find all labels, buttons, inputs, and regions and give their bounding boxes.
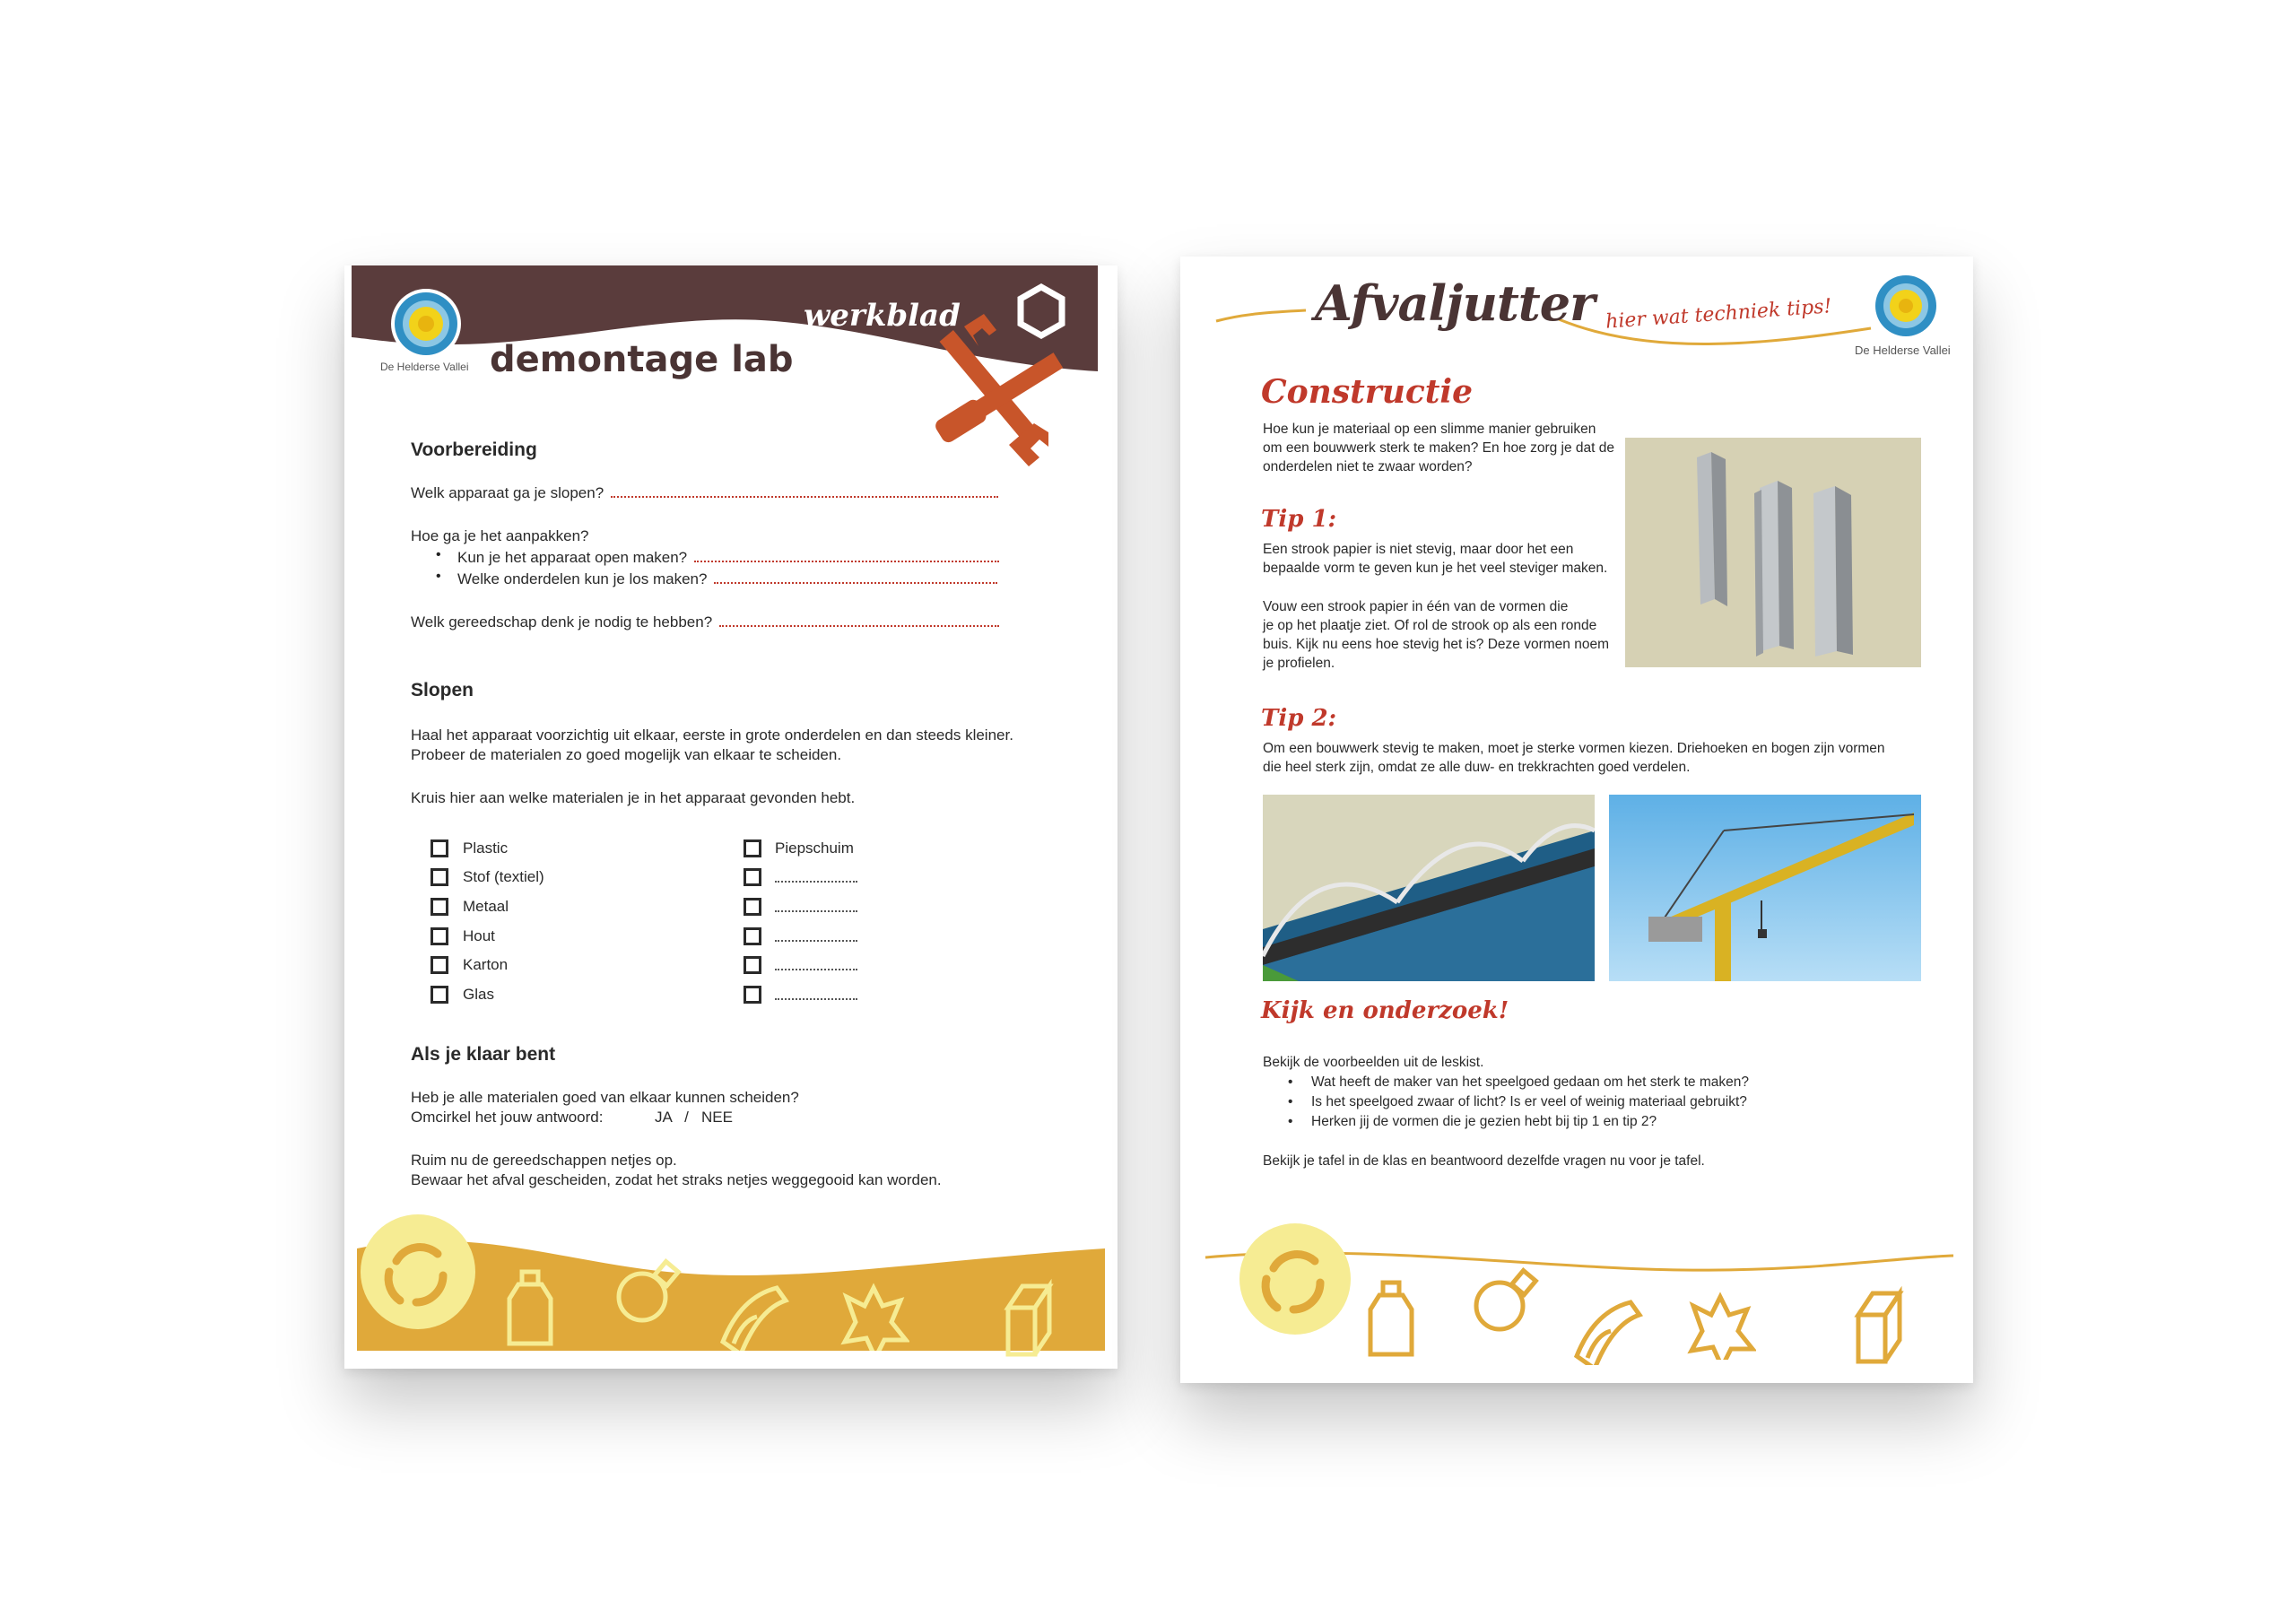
heading-slopen: Slopen (411, 680, 474, 700)
logo-caption: De Helderse Vallei (380, 361, 469, 373)
fill-in-line[interactable] (775, 989, 857, 1000)
brand-title: Afvaljutter (1315, 274, 1595, 332)
fill-in-line[interactable] (775, 960, 857, 970)
badge-label: werkblad (804, 298, 961, 334)
lightbulb-icon (606, 1252, 687, 1333)
bottle-icon (504, 1268, 567, 1349)
section-heading-constructie: Constructie (1261, 373, 1474, 411)
klaar-question: Heb je alle materialen goed van elkaar kunnen scheiden? (411, 1089, 799, 1106)
intro-line-2: om een bouwwerk sterk te maken? En hoe zorg je dat de (1263, 440, 1615, 456)
tagline: hier wat techniek tips! (1605, 295, 1833, 334)
bottle-icon (1365, 1279, 1428, 1360)
answer-ja-nee[interactable]: JA / NEE (655, 1109, 733, 1126)
checkbox-label: Piepschuim (775, 839, 854, 857)
lightbulb-icon (1464, 1261, 1544, 1342)
bullet-open-maken (457, 549, 999, 567)
bullet-open-maken-text: Kun je het apparaat open maken? (457, 549, 688, 566)
crumpled-paper-icon (838, 1279, 909, 1351)
answer-line[interactable] (694, 550, 999, 562)
tip2-line-2: die heel sterk zijn, omdat ze alle duw- en trekkrachten goed verdelen. (1263, 760, 1691, 775)
worksheet-page (344, 265, 1118, 1369)
kijk-bullet-1: Wat heeft de maker van het speelgoed gedaan om het sterk te maken? (1311, 1074, 1749, 1090)
slopen-instruction-2: Probeer de materialen zo goed mogelijk van elkaar te scheiden. (411, 746, 842, 763)
checkbox-label: Hout (463, 927, 495, 944)
klaar-circle-instruction: Omcirkel het jouw antwoord: (411, 1109, 604, 1126)
tip1-line-5: buis. Kijk nu eens hoe stevig het is? Deze vormen noem (1263, 637, 1609, 652)
checkbox-other-4[interactable] (744, 956, 761, 974)
checkbox-glas[interactable] (430, 986, 448, 1004)
tip1-line-2: bepaalde vorm te geven kun je het veel steviger maken. (1263, 561, 1608, 576)
checkbox-other-3[interactable] (744, 927, 761, 945)
kijk-intro: Bekijk de voorbeelden uit de leskist. (1263, 1055, 1484, 1070)
can-icon (714, 1270, 795, 1351)
tip2-heading: Tip 2: (1261, 705, 1337, 732)
kijk-heading: Kijk en onderzoek! (1261, 997, 1509, 1024)
milk-carton-icon (1846, 1284, 1918, 1365)
question-aanpakken: Hoe ga je het aanpakken? (411, 527, 589, 544)
fill-in-line[interactable] (775, 901, 857, 912)
slopen-instruction-3: Kruis hier aan welke materialen je in het apparaat gevonden hebt. (411, 789, 856, 806)
klaar-instruction-1: Ruim nu de gereedschappen netjes op. (411, 1152, 677, 1169)
tips-page (1180, 257, 1973, 1383)
sunflower-logo-icon (389, 287, 463, 361)
heading-klaar: Als je klaar bent (411, 1044, 556, 1065)
checkbox-hout[interactable] (430, 927, 448, 945)
checkbox-metaal[interactable] (430, 898, 448, 916)
intro-line-3: onderdelen niet te zwaar worden? (1263, 459, 1473, 474)
fill-in-line[interactable] (775, 931, 857, 942)
bullet-dot: • (436, 547, 441, 562)
question-apparaat-text: Welk apparaat ga je slopen? (411, 484, 604, 501)
checkbox-label: Metaal (463, 898, 509, 915)
checkbox-textiel[interactable] (430, 868, 448, 886)
tip1-heading: Tip 1: (1261, 506, 1337, 533)
intro-line-1: Hoe kun je materiaal op een slimme manier gebruiken (1263, 422, 1596, 437)
crossed-tools-icon (915, 310, 1076, 481)
kijk-bullet-2: Is het speelgoed zwaar of licht? Is er veel of weinig materiaal gebruikt? (1311, 1094, 1747, 1109)
bullet-dot: • (1288, 1074, 1293, 1090)
bullet-los-maken (457, 570, 997, 588)
bridge-image (1263, 795, 1595, 981)
tip1-line-6: je profielen. (1263, 656, 1335, 671)
steel-profiles-image (1625, 438, 1921, 667)
logo-caption: De Helderse Vallei (1855, 344, 1951, 357)
checkbox-piepschuim[interactable] (744, 839, 761, 857)
fill-in-line[interactable] (775, 872, 857, 883)
bullet-dot: • (436, 569, 441, 584)
checkbox-label: Karton (463, 956, 509, 973)
checkbox-label: Plastic (463, 839, 509, 857)
question-gereedschap (411, 613, 999, 631)
heading-voorbereiding: Voorbereiding (411, 439, 537, 460)
tip1-line-1: Een strook papier is niet stevig, maar door het een (1263, 542, 1574, 557)
page-title: demontage lab (490, 339, 794, 380)
answer-line[interactable] (714, 571, 997, 584)
checkbox-other-1[interactable] (744, 868, 761, 886)
sunflower-logo-icon (1871, 271, 1941, 341)
answer-line[interactable] (611, 485, 998, 498)
checkbox-other-2[interactable] (744, 898, 761, 916)
question-apparaat (411, 484, 998, 502)
question-gereedschap-text: Welk gereedschap denk je nodig te hebben? (411, 613, 713, 631)
can-icon (1568, 1284, 1648, 1365)
klaar-instruction-2: Bewaar het afval gescheiden, zodat het straks netjes weggegooid kan worden. (411, 1171, 942, 1188)
bullet-dot: • (1288, 1114, 1293, 1129)
checkbox-label: Stof (textiel) (463, 868, 544, 885)
tip1-line-4: je op het plaatje ziet. Of rol de strook op als een ronde (1263, 618, 1597, 633)
kijk-bullet-3: Herken jij de vormen die je gezien hebt bij tip 1 en tip 2? (1311, 1114, 1657, 1129)
checkbox-karton[interactable] (430, 956, 448, 974)
crane-image (1609, 795, 1921, 981)
milk-carton-icon (996, 1277, 1067, 1358)
bullet-los-maken-text: Welke onderdelen kun je los maken? (457, 570, 708, 587)
kijk-outro: Bekijk je tafel in de klas en beantwoord dezelfde vragen nu voor je tafel. (1263, 1153, 1705, 1169)
checkbox-other-5[interactable] (744, 986, 761, 1004)
tip1-line-3: Vouw een strook papier in één van de vormen die (1263, 599, 1569, 614)
checkbox-label: Glas (463, 986, 494, 1003)
slopen-instruction-1: Haal het apparaat voorzichtig uit elkaar, eerste in grote onderdelen en dan steeds kleiner. (411, 726, 1013, 744)
crumpled-paper-icon (1684, 1288, 1756, 1360)
tip2-line-1: Om een bouwwerk stevig te maken, moet je sterke vormen kiezen. Driehoeken en bogen zijn vormen (1263, 741, 1885, 756)
bullet-dot: • (1288, 1094, 1293, 1109)
answer-line[interactable] (719, 614, 999, 627)
checkbox-plastic[interactable] (430, 839, 448, 857)
